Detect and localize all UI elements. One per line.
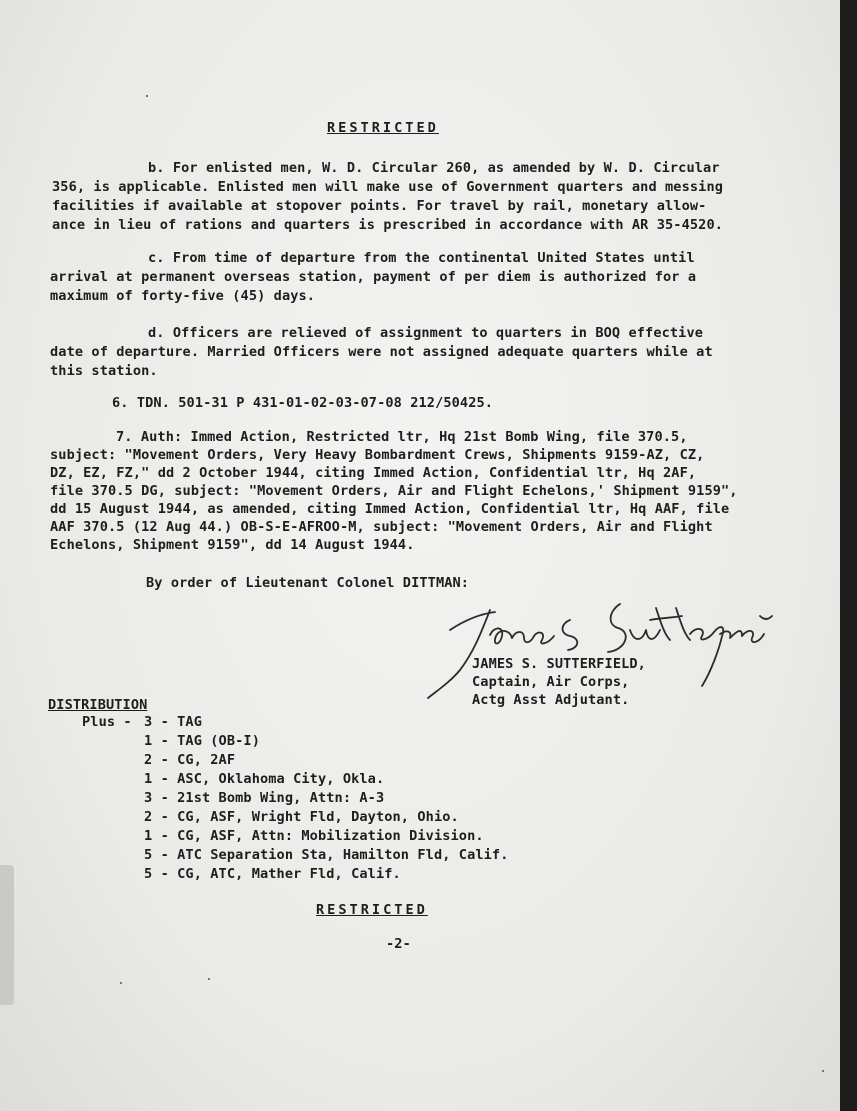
signer-rank: Captain, Air Corps, (472, 674, 630, 690)
distribution-item: 3 - TAG (144, 714, 202, 730)
paragraph-d-line: d. Officers are relieved of assignment to quarters in BOQ effective (148, 325, 704, 341)
distribution-plus-label: Plus - (82, 714, 132, 730)
page-number: -2- (386, 936, 411, 952)
scan-speck (120, 982, 122, 984)
paragraph-c-line: c. From time of departure from the continental United States until (148, 250, 695, 266)
distribution-item: 1 - CG, ASF, Attn: Mobilization Division. (144, 828, 484, 844)
distribution-item: 2 - CG, ASF, Wright Fld, Dayton, Ohio. (144, 809, 459, 825)
paragraph-6: 6. TDN. 501-31 P 431-01-02-03-07-08 212/50425. (112, 395, 494, 411)
paragraph-7-line: file 370.5 DG, subject: "Movement Orders, Air and Flight Echelons,' Shipment 9159", (50, 483, 738, 499)
signer-name: JAMES S. SUTTERFIELD, (472, 656, 646, 672)
paragraph-d-line: date of departure. Married Officers were not assigned adequate quarters while at (50, 344, 713, 360)
paragraph-7-line: Echelons, Shipment 9159", dd 14 August 1944. (50, 537, 415, 553)
paragraph-7-line: dd 15 August 1944, as amended, citing Immed Action, Confidential ltr, Hq AAF, file (50, 501, 730, 517)
signer-title: Actg Asst Adjutant. (472, 692, 630, 708)
paragraph-7-line: DZ, EZ, FZ," dd 2 October 1944, citing Immed Action, Confidential ltr, Hq 2AF, (50, 465, 697, 481)
scan-speck (146, 95, 148, 97)
distribution-item: 5 - CG, ATC, Mather Fld, Calif. (144, 866, 401, 882)
paragraph-7-line: AAF 370.5 (12 Aug 44.) OB-S-E-AFROO-M, subject: "Movement Orders, Air and Flight (50, 519, 713, 535)
page-edge-tab (0, 865, 14, 1005)
order-line: By order of Lieutenant Colonel DITTMAN: (146, 575, 470, 591)
paragraph-d-line: this station. (50, 363, 158, 379)
header-classification: RESTRICTED (327, 120, 439, 136)
paragraph-c-line: maximum of forty-five (45) days. (50, 288, 316, 304)
distribution-item: 5 - ATC Separation Sta, Hamilton Fld, Calif. (144, 847, 509, 863)
scan-speck (822, 1070, 824, 1072)
paragraph-b-line: 356, is applicable. Enlisted men will make use of Government quarters and messing (52, 179, 724, 195)
paragraph-7-line: subject: "Movement Orders, Very Heavy Bombardment Crews, Shipments 9159-AZ, CZ, (50, 447, 705, 463)
footer-classification: RESTRICTED (316, 902, 428, 918)
distribution-heading: DISTRIBUTION (48, 697, 148, 713)
distribution-item: 1 - TAG (OB-I) (144, 733, 260, 749)
distribution-item: 1 - ASC, Oklahoma City, Okla. (144, 771, 385, 787)
page-edge-shadow (840, 0, 857, 1111)
paragraph-b-line: facilities if available at stopover points. For travel by rail, monetary allow- (52, 198, 707, 214)
distribution-item: 2 - CG, 2AF (144, 752, 236, 768)
paragraph-7-line: 7. Auth: Immed Action, Restricted ltr, Hq 21st Bomb Wing, file 370.5, (116, 429, 688, 445)
distribution-item: 3 - 21st Bomb Wing, Attn: A-3 (144, 790, 385, 806)
paragraph-c-line: arrival at permanent overseas station, payment of per diem is authorized for a (50, 269, 697, 285)
paragraph-b-line: b. For enlisted men, W. D. Circular 260, as amended by W. D. Circular (148, 160, 720, 176)
paragraph-b-line: ance in lieu of rations and quarters is prescribed in accordance with AR 35-4520. (52, 217, 724, 233)
scan-speck (208, 978, 210, 980)
